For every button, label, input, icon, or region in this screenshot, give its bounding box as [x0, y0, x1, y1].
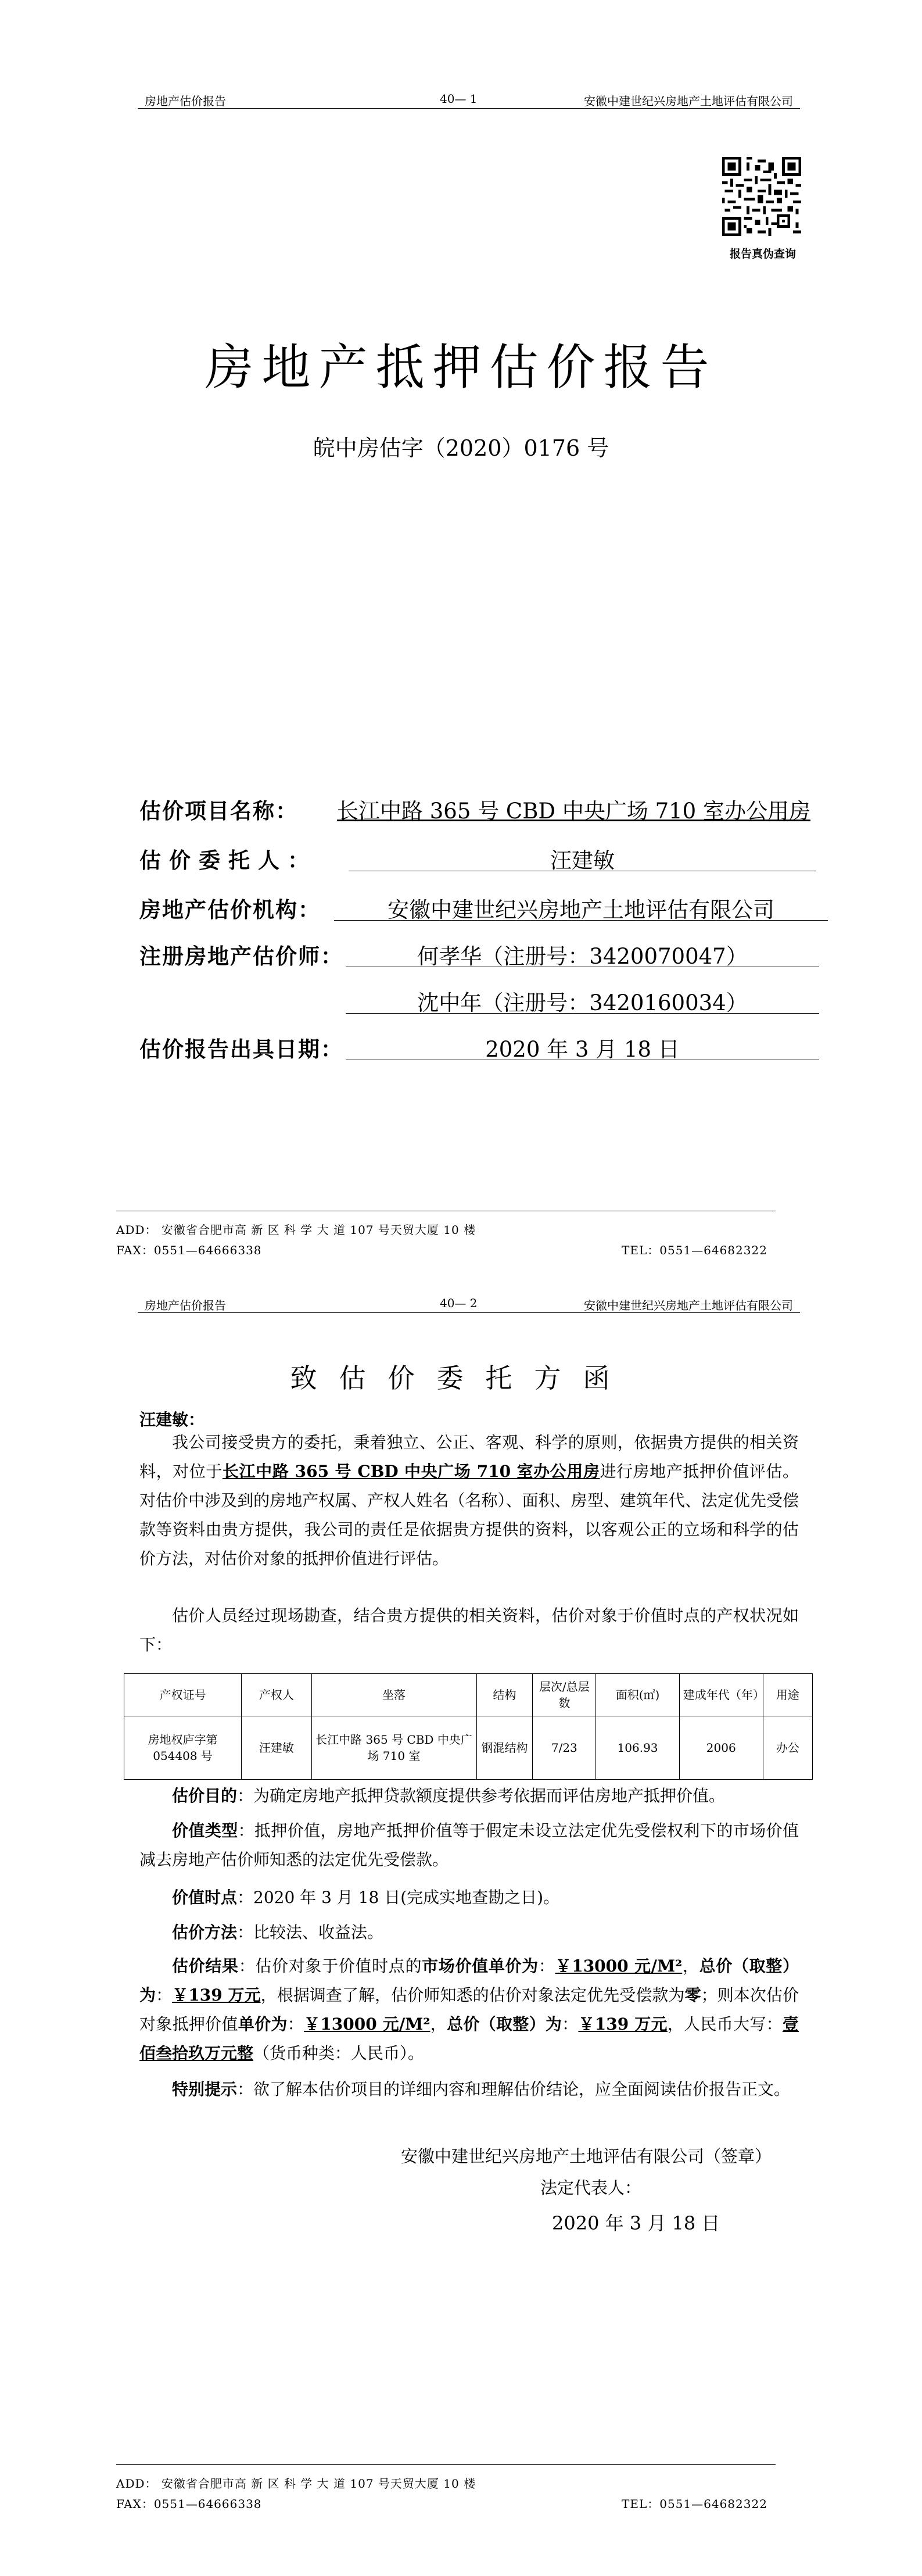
- market-unit-price: ￥13000 元/M²: [555, 1956, 683, 1976]
- value-type-label: 价值类型: [172, 1821, 238, 1840]
- property-location: 长江中路 365 号 CBD 中央广场 710 室办公用房: [222, 1462, 600, 1481]
- table-header-cell: 产权证号: [124, 1674, 242, 1716]
- letter-paragraph-2: 估价人员经过现场勘查，结合贵方提供的相关资料，估价对象于价值时点的产权状况如下：: [139, 1606, 799, 1654]
- value-point-label: 价值时点: [172, 1888, 238, 1907]
- purpose-label: 估价目的: [172, 1786, 238, 1805]
- result-text: 单价为: [238, 2015, 288, 2034]
- qr-caption: 报告真伪查询: [729, 248, 796, 260]
- field-appraiser-2: 沈中年（注册号：3420160034）: [346, 985, 819, 1014]
- table-cell: 2006: [679, 1716, 763, 1780]
- field-project-label: 估价项目名称：: [139, 798, 298, 824]
- field-date-label: 估价报告出具日期：: [139, 1036, 343, 1062]
- field-client-value: 汪建敏: [349, 843, 816, 871]
- field-client: [139, 843, 825, 873]
- field-appraiser-second: [139, 985, 825, 1015]
- result-text: ，: [430, 2015, 447, 2034]
- field-date: [139, 1032, 825, 1062]
- result-text: ：: [562, 2015, 579, 2034]
- signature-company: 安徽中建世纪兴房地产土地评估有限公司（签章）: [401, 2146, 772, 2166]
- method-paragraph: [139, 1918, 799, 1947]
- property-table: [124, 1673, 813, 1780]
- result-text: ：: [538, 1956, 555, 1976]
- result-text: 总价（取整）为: [447, 2015, 562, 2034]
- table-cell: 长江中路 365 号 CBD 中央广场 710 室: [311, 1716, 476, 1780]
- result-label: 估价结果: [172, 1956, 239, 1976]
- footer-fax: FAX：0551—64666338: [116, 1243, 262, 1257]
- header-left: 房地产估价报告: [145, 1298, 226, 1312]
- result-text: ，根据调查了解，估价师知悉的估价对象法定优先受偿款为: [260, 1985, 685, 2005]
- letter-paragraph-1: [139, 1428, 799, 1573]
- table-header-cell: 建成年代（年）: [679, 1674, 763, 1716]
- method-label: 估价方法: [172, 1923, 238, 1942]
- value-type-paragraph: [139, 1816, 799, 1874]
- footer-fax: FAX：0551—64666338: [116, 2497, 262, 2511]
- table-header-cell: 坐落: [311, 1674, 476, 1716]
- result-text: ，: [682, 1956, 699, 1976]
- footer-tel: TEL：0551—64682322: [622, 2497, 767, 2511]
- field-date-value: 2020 年 3 月 18 日: [346, 1032, 819, 1060]
- header-company: 安徽中建世纪兴房地产土地评估有限公司: [584, 94, 793, 108]
- field-agency-label: 房地产估价机构：: [139, 897, 321, 922]
- field-appraiser-1: 何孝华（注册号：3420070047）: [346, 939, 819, 967]
- footer-tel: TEL：0551—64682322: [622, 1243, 767, 1257]
- priority-payment: 零: [684, 1985, 701, 2005]
- page-header: [138, 92, 800, 109]
- table-header-cell: 面积(㎡): [596, 1674, 680, 1716]
- table-cell: 106.93: [596, 1716, 680, 1780]
- result-paragraph: [139, 1952, 799, 2068]
- report-title: 房地产抵押估价报告: [205, 339, 717, 396]
- method-text: ：比较法、收益法。: [237, 1923, 384, 1942]
- letter-salutation: 汪建敏：: [139, 1410, 205, 1429]
- table-row: [124, 1716, 813, 1780]
- field-agency: [139, 892, 825, 922]
- field-project: [139, 793, 825, 824]
- footer-address: ADD： 安徽省合肥市高 新 区 科 学 大 道 107 号天贸大厦 10 楼: [116, 2477, 476, 2491]
- notice-paragraph: [139, 2075, 799, 2104]
- table-header-cell: 产权人: [242, 1674, 311, 1716]
- footer-divider: [116, 2464, 776, 2465]
- result-text: ：: [156, 1985, 173, 2005]
- result-text: ：估价对象于价值时点的: [238, 1956, 422, 1976]
- result-text: （货币种类：人民币）。: [253, 2044, 425, 2063]
- field-appraiser-label: 注册房地产估价师：: [139, 943, 343, 969]
- result-text: ：: [287, 2015, 304, 2034]
- cover-page: [0, 0, 922, 1276]
- qr-code-icon[interactable]: [722, 157, 801, 236]
- header-page-number: 40— 1: [440, 92, 478, 106]
- header-page-number: 40— 2: [440, 1296, 478, 1310]
- field-client-label: 估价委托人：: [139, 847, 317, 873]
- result-text: ；则本次估价对象抵押价值: [139, 1985, 799, 2034]
- value-point-paragraph: [139, 1883, 799, 1912]
- value-point-text: ：2020 年 3 月 18 日(完成实地查勘之日)。: [237, 1888, 560, 1907]
- signature-representative: 法定代表人：: [540, 2178, 642, 2198]
- purpose-paragraph: [139, 1781, 799, 1811]
- table-cell: 汪建敏: [242, 1716, 311, 1780]
- result-text: 总价（取整）为: [139, 1956, 799, 2005]
- field-appraiser: [139, 939, 825, 969]
- mortgage-total-price: ￥139 万元: [578, 2015, 668, 2034]
- notice-label: 特别提示: [172, 2080, 238, 2099]
- letter-page: [0, 1276, 922, 2576]
- table-header-cell: 层次/总层数: [533, 1674, 596, 1716]
- notice-text: ：欲了解本估价项目的详细内容和理解估价结论，应全面阅读估价报告正文。: [237, 2080, 791, 2099]
- field-agency-value: 安徽中建世纪兴房地产土地评估有限公司: [334, 892, 828, 921]
- table-cell: 7/23: [533, 1716, 596, 1780]
- market-total-price: ￥139 万元: [172, 1985, 261, 2005]
- purpose-text: ：为确定房地产抵押贷款额度提供参考依据而评估房地产抵押价值。: [237, 1786, 726, 1805]
- letter-title: 致估价委托方函: [290, 1362, 632, 1394]
- value-type-text: ：抵押价值，房地产抵押价值等于假定未设立法定优先受偿权利下的市场价值减去房地产估价师知悉的法定优先受偿款。: [139, 1821, 799, 1869]
- p1-text-a: 我公司接受贵方的委托，秉着独立、公正、客观、科学的原则，依据贵方提供的相关资料，对位于: [139, 1433, 799, 1481]
- table-cell: 钢混结构: [476, 1716, 533, 1780]
- footer-address: ADD： 安徽省合肥市高 新 区 科 学 大 道 107 号天贸大厦 10 楼: [116, 1223, 476, 1237]
- signature-date: 2020 年 3 月 18 日: [552, 2212, 720, 2234]
- table-header-cell: 结构: [476, 1674, 533, 1716]
- result-text: 市场价值单价为: [422, 1956, 539, 1976]
- field-project-value: 长江中路 365 号 CBD 中央广场 710 室办公用房: [337, 799, 810, 824]
- amount-in-words: 壹佰叁拾玖万元整: [139, 2015, 799, 2063]
- table-header-cell: 用途: [763, 1674, 812, 1716]
- mortgage-unit-price: ￥13000 元/M²: [303, 2015, 430, 2034]
- table-header-row: [124, 1674, 813, 1716]
- table-cell: 房地权庐字第 054408 号: [124, 1716, 242, 1780]
- result-text: ，人民币大写：: [667, 2015, 783, 2034]
- header-left: 房地产估价报告: [145, 94, 226, 108]
- table-cell: 办公: [763, 1716, 812, 1780]
- p1-text-b: 进行房地产抵押价值评估。对估价中涉及到的房地产权属、产权人姓名（名称）、面积、房型、建筑年代、法定优先受偿款等资料由贵方提供，我公司的责任是依据贵方提供的资料，以客观公正的立场和科学的估价方法，对估价对象的抵押价值进行评估。: [139, 1462, 799, 1568]
- report-number: 皖中房估字（2020）0176 号: [313, 435, 609, 461]
- page-header: [138, 1296, 800, 1313]
- header-company: 安徽中建世纪兴房地产土地评估有限公司: [584, 1298, 793, 1312]
